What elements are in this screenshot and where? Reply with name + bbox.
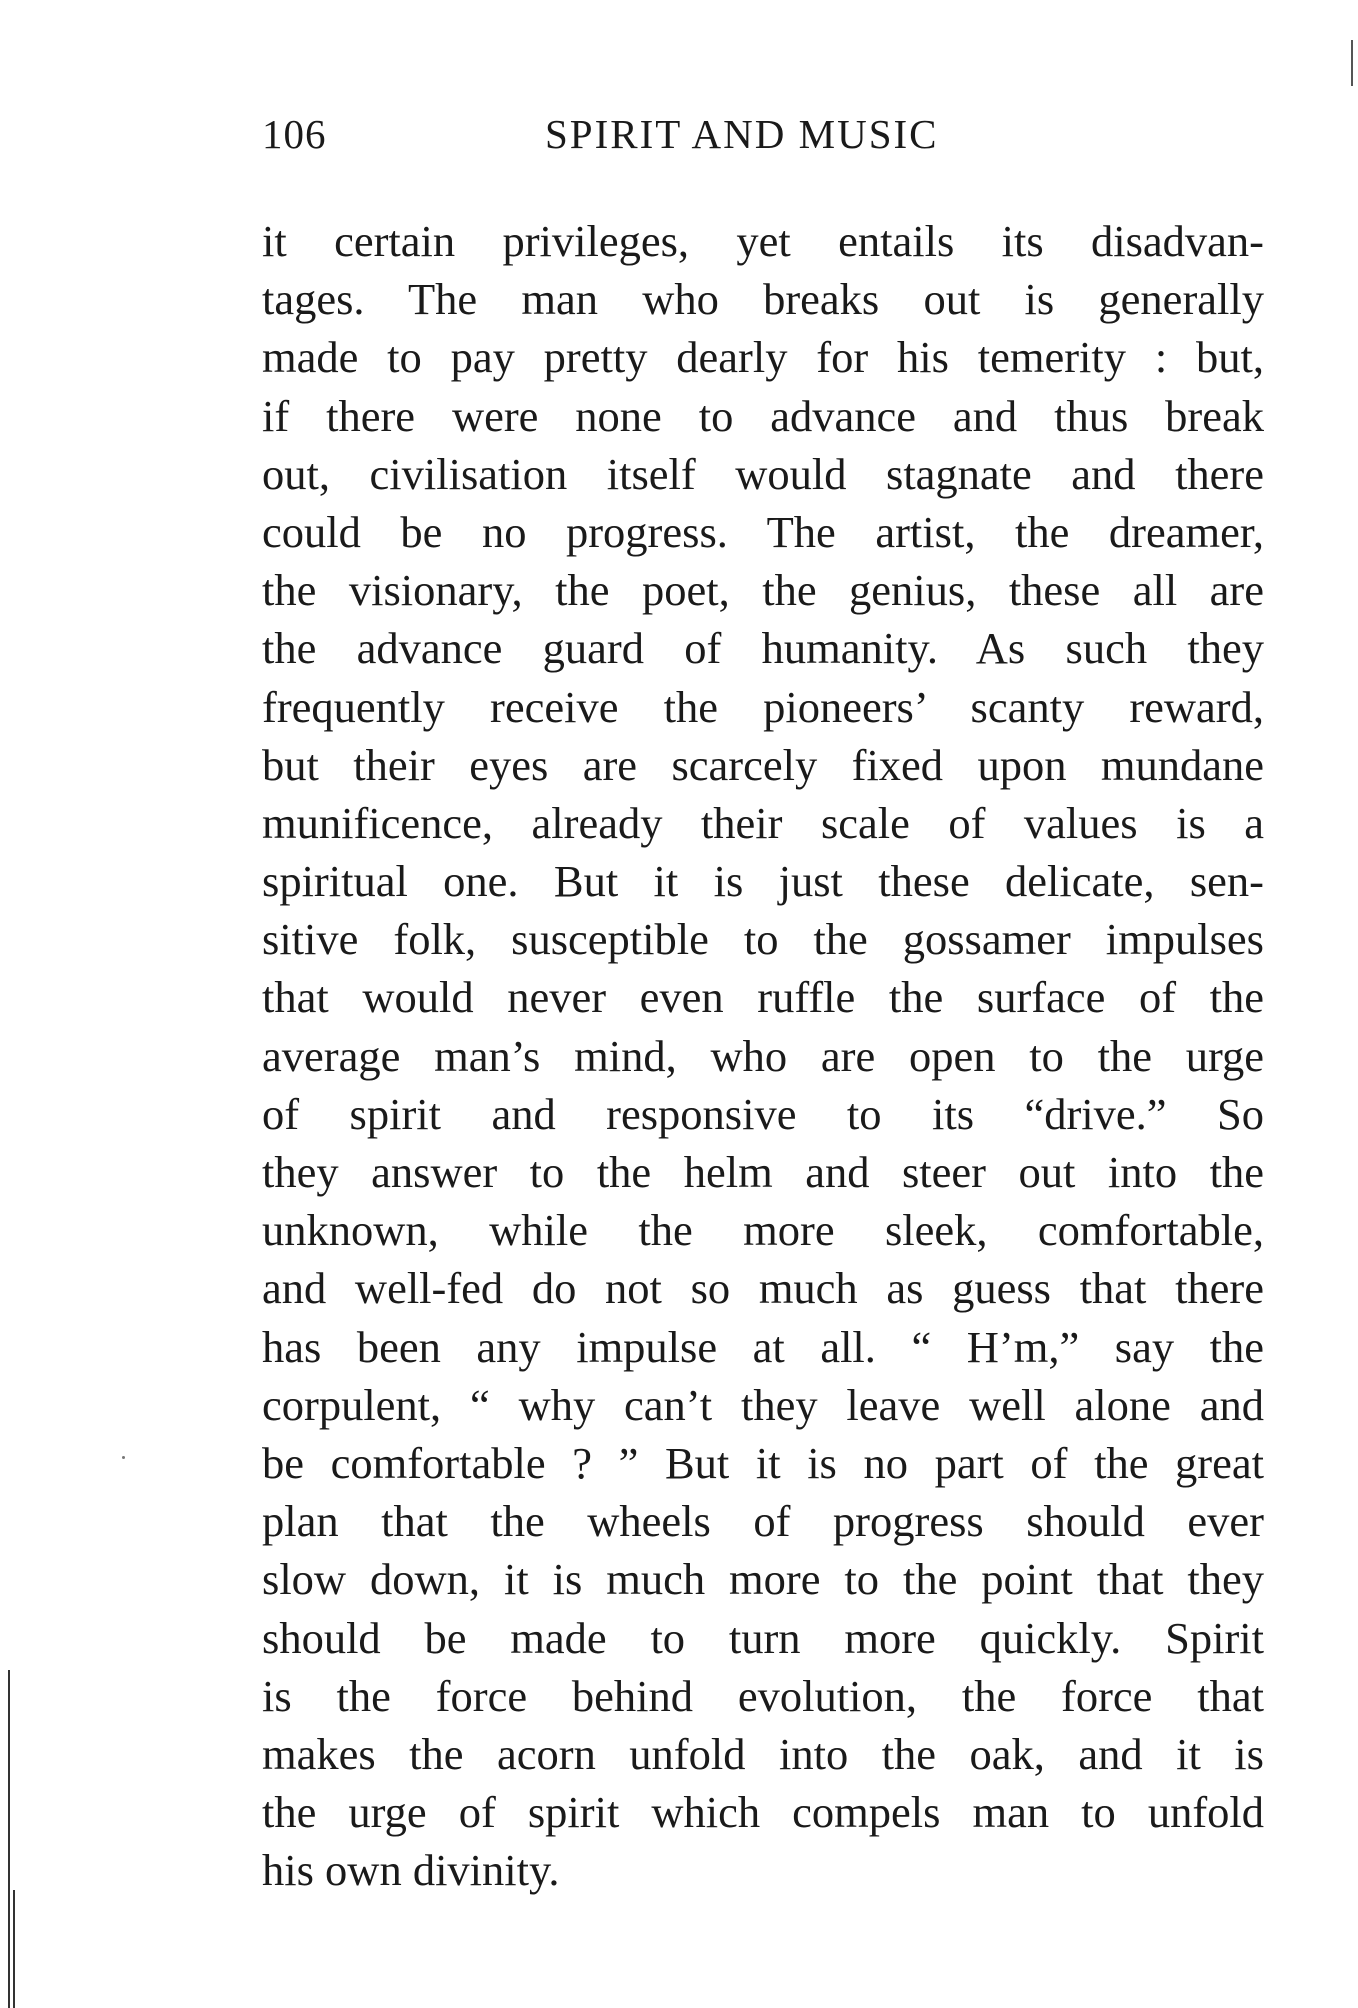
text-line: should be made to turn more quickly. Spirit	[262, 1612, 1264, 1663]
text-line: frequently receive the pioneers’ scanty reward,	[262, 681, 1264, 732]
text-line: the urge of spirit which compels man to unfold	[262, 1787, 1264, 1838]
text-line: but their eyes are scarcely fixed upon mundane	[262, 739, 1264, 790]
text-line: be comfortable ? ” But it is no part of the great	[262, 1437, 1264, 1488]
text-line: out, civilisation itself would stagnate and there	[262, 448, 1264, 499]
text-line: slow down, it is much more to the point that they	[262, 1554, 1264, 1605]
text-line: corpulent, “ why can’t they leave well alone and	[262, 1379, 1264, 1430]
body-text	[262, 212, 1264, 1899]
text-line: could be no progress. The artist, the dreamer,	[262, 506, 1264, 557]
scan-speck	[122, 1456, 125, 1459]
text-line: tages. The man who breaks out is generally	[262, 274, 1264, 325]
text-line: spiritual one. But it is just these delicate, sen-	[262, 856, 1264, 907]
text-line: that would never even ruffle the surface of the	[262, 972, 1264, 1023]
scan-edge-mark	[8, 1670, 10, 2008]
text-line: average man’s mind, who are open to the urge	[262, 1030, 1264, 1081]
text-line: it certain privileges, yet entails its disadvan-	[262, 216, 1264, 266]
text-line: the visionary, the poet, the genius, these all are	[262, 565, 1264, 616]
text-line: the advance guard of humanity. As such they	[262, 623, 1264, 674]
text-line: sitive folk, susceptible to the gossamer impulses	[262, 914, 1264, 965]
scan-edge-mark	[13, 1890, 15, 2008]
text-line-last: his own divinity.	[262, 1845, 560, 1896]
scan-edge-mark	[1351, 40, 1353, 86]
text-line: if there were none to advance and thus break	[262, 390, 1264, 441]
text-line: and well-fed do not so much as guess that there	[262, 1263, 1264, 1314]
text-line: munificence, already their scale of values is a	[262, 797, 1264, 848]
text-line: plan that the wheels of progress should ever	[262, 1496, 1264, 1547]
text-line: they answer to the helm and steer out into the	[262, 1147, 1264, 1197]
text-line: is the force behind evolution, the force that	[262, 1670, 1264, 1721]
text-line: of spirit and responsive to its “drive.” So	[262, 1088, 1264, 1139]
running-title: SPIRIT AND MUSIC	[545, 111, 939, 157]
running-head	[262, 104, 1264, 164]
page-number: 106	[262, 111, 327, 157]
text-line: makes the acorn unfold into the oak, and it is	[262, 1728, 1264, 1779]
text-line: made to pay pretty dearly for his temerity : but,	[262, 332, 1264, 383]
text-line: has been any impulse at all. “ H’m,” say the	[262, 1321, 1264, 1372]
text-line: unknown, while the more sleek, comfortable,	[262, 1205, 1264, 1256]
